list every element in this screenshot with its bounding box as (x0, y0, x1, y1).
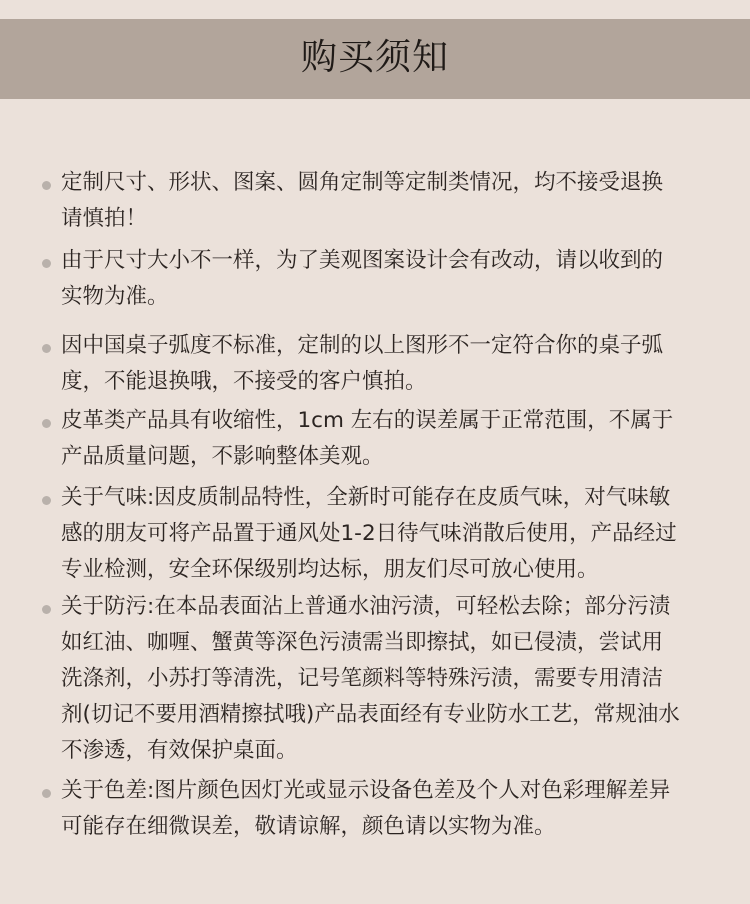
notice-line: 关于气味:因皮质制品特性，全新时可能存在皮质气味，对气味敏 (61, 485, 671, 510)
notice-line: 不渗透，有效保护桌面。 (61, 738, 298, 763)
notice-line: 如红油、咖喱、蟹黄等深色污渍需当即擦拭，如已侵渍，尝试用 (61, 630, 664, 655)
header-banner (0, 19, 750, 99)
notice-line: 皮革类产品具有收缩性，1cm 左右的误差属于正常范围，不属于 (61, 408, 674, 433)
notice-line: 专业检测，安全环保级别均达标，朋友们尽可放心使用。 (61, 557, 599, 582)
notice-line: 可能存在细微误差，敬请谅解，颜色请以实物为准。 (61, 814, 556, 839)
notice-line: 因中国桌子弧度不标准，定制的以上图形不一定符合你的桌子弧 (61, 333, 664, 358)
notice-line: 请慎拍！ (61, 206, 148, 231)
bullet-icon (42, 344, 51, 353)
notice-line: 剂(切记不要用酒精擦拭哦)产品表面经有专业防水工艺，常规油水 (61, 702, 680, 727)
notice-text (61, 589, 718, 769)
notice-text (61, 243, 718, 315)
notice-text (61, 328, 718, 400)
notice-line: 由于尺寸大小不一样，为了美观图案设计会有改动，请以收到的 (61, 248, 664, 273)
notice-text (61, 165, 718, 237)
bullet-icon (42, 789, 51, 798)
notice-line: 产品质量问题，不影响整体美观。 (61, 444, 384, 469)
bullet-icon (42, 605, 51, 614)
bullet-icon (42, 496, 51, 505)
bullet-icon (42, 419, 51, 428)
notice-line: 实物为准。 (61, 284, 169, 309)
notice-text (61, 403, 718, 475)
page-title: 购买须知 (300, 37, 449, 78)
notice-text (61, 480, 718, 588)
notice-line: 感的朋友可将产品置于通风处1-2日待气味消散后使用，产品经过 (61, 521, 677, 546)
notice-line: 关于色差:图片颜色因灯光或显示设备色差及个人对色彩理解差异 (61, 778, 671, 803)
notice-line: 关于防污:在本品表面沾上普通水油污渍，可轻松去除；部分污渍 (61, 594, 671, 619)
bullet-icon (42, 181, 51, 190)
notice-line: 洗涤剂，小苏打等清洗，记号笔颜料等特殊污渍，需要专用清洁 (61, 666, 664, 691)
notice-text (61, 773, 718, 845)
notice-line: 定制尺寸、形状、图案、圆角定制等定制类情况，均不接受退换 (61, 170, 664, 195)
bullet-icon (42, 259, 51, 268)
notice-line: 度，不能退换哦，不接受的客户慎拍。 (61, 369, 427, 394)
